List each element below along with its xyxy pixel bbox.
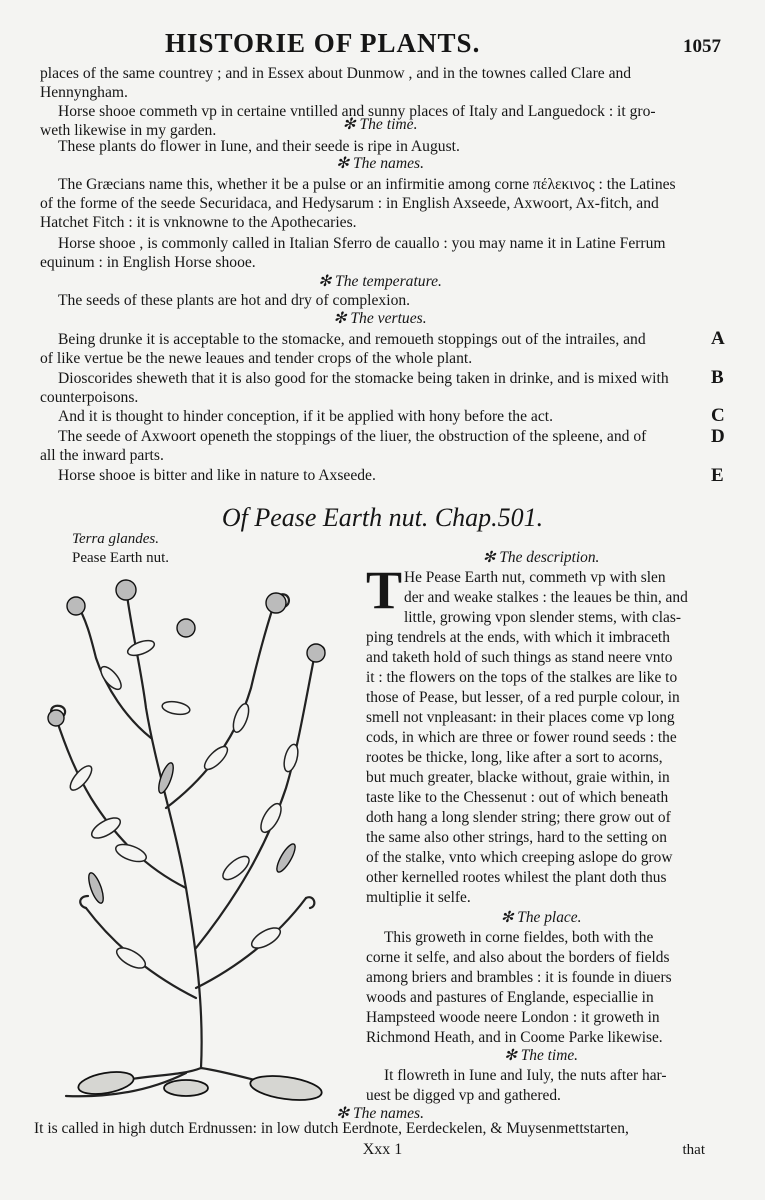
text-line: counterpoisons. [40, 389, 139, 406]
section-head-temperature: ✻ The temperature. [318, 273, 442, 290]
text-line: places of the same countrey ; and in Essex about Dunmow , and in the townes called Clare and [40, 65, 632, 82]
text-line: Being drunke it is acceptable to the stomacke, and remoueth stoppings out of the intrailes, and [58, 331, 646, 348]
catchword: that [682, 1142, 705, 1158]
description-line: little, growing vpon slender stems, with clas- [404, 609, 681, 626]
margin-letter: D [711, 426, 725, 447]
description-line: doth hang a long slender string; there grow out of [366, 809, 671, 826]
text-line: Horse shooe , is commonly called in Italian Sferro de cauallo : you may name it in Latine Ferrum [58, 235, 666, 252]
text-line: Hatchet Fitch : it is vnknowne to the Apothecaries. [40, 214, 357, 231]
description-line: other kernelled rootes whilest the plant doth thus [366, 869, 667, 886]
description-line: der and weake stalkes : the leaues be thin, and [404, 589, 688, 606]
text-line: The Græcians name this, whether it be a pulse or an infirmitie among corne πέλεκινος : the Latines [58, 176, 676, 193]
text-line: These plants do flower in Iune, and their seede is ripe in August. [58, 138, 460, 155]
chapter-title: Of Pease Earth nut. Chap.501. [221, 503, 544, 532]
margin-letter: A [711, 328, 725, 349]
plant-caption-english: Pease Earth nut. [72, 550, 170, 566]
description-line: and taketh hold of such things as stand neere vnto [366, 649, 673, 666]
section-head-time: ✻ The time. [342, 116, 418, 133]
drop-cap: T [366, 560, 403, 620]
text-line: Horse shooe is bitter and like in nature to Axseede. [58, 467, 376, 484]
section-head-time-2: ✻ The time. [503, 1047, 579, 1064]
text-line: all the inward parts. [40, 447, 164, 464]
text-line: It is called in high dutch Erdnussen: in low dutch Eerdnote, Eerdeckelen, & Muysenmettstarten, [34, 1120, 629, 1137]
place-line: among briers and brambles : it is founde in diuers [366, 969, 672, 986]
description-line: the same also other strings, hard to the setting on [366, 829, 667, 846]
section-head-vertues: ✻ The vertues. [333, 310, 427, 327]
margin-letter: E [711, 465, 724, 486]
description-line: those of Pease, but lesser, of a red purple colour, in [366, 689, 680, 706]
description-line: of the stalke, vnto which creeping aslope do grow [366, 849, 673, 866]
description-line: but much greater, blacke without, graie within, in [366, 769, 670, 786]
place-line: Richmond Heath, and in Coome Parke likewise. [366, 1029, 663, 1046]
text-line: Hennyngham. [40, 84, 128, 101]
margin-letter: B [711, 367, 724, 388]
description-line: smell not vnpleasant: in their places come vp long [366, 709, 675, 726]
running-title: HISTORIE OF PLANTS. [165, 28, 481, 58]
description-line: cods, in which are three or fower round seeds : the [366, 729, 677, 746]
place-line: Hampsteed woode neere London : it groweth in [366, 1009, 660, 1026]
signature-mark: Xxx 1 [362, 1141, 403, 1158]
description-line: taste like to the Chessenut : out of which beneath [366, 789, 669, 806]
description-line: He Pease Earth nut, commeth vp with slen [404, 569, 666, 586]
description-line: ping tendrels at the ends, with which it imbraceth [366, 629, 670, 646]
description-line: multiplie it selfe. [366, 889, 471, 906]
text-line: weth likewise in my garden. [40, 122, 217, 139]
text-line: The seede of Axwoort openeth the stoppings of the liuer, the obstruction of the spleene, and of [58, 428, 647, 445]
description-line: rootes be thicke, long, like after a sort to acorns, [366, 749, 663, 766]
plant-woodcut-illustration [36, 568, 346, 1103]
section-head-place: ✻ The place. [500, 909, 582, 926]
text-line: equinum : in English Horse shooe. [40, 254, 256, 271]
text-line: Dioscorides sheweth that it is also good for the stomacke being taken in drinke, and is mixed with [58, 370, 669, 387]
section-head-description: ✻ The description. [482, 549, 600, 566]
text-line: of the forme of the seede Securidaca, and Hedysarum : in English Axseede, Axwoort, Ax-fitch, and [40, 195, 659, 212]
section-head-names-2: ✻ The names. [336, 1105, 424, 1122]
text-line: of like vertue be the newe leaues and tender crops of the whole plant. [40, 350, 473, 367]
text-line: And it is thought to hinder conception, if it be applied with hony before the act. [58, 408, 553, 425]
time-line: It flowreth in Iune and Iuly, the nuts after har- [384, 1067, 667, 1084]
place-line: woods and pastures of Englande, especiallie in [366, 989, 654, 1006]
time-line: uest be digged vp and gathered. [366, 1087, 561, 1104]
running-header [0, 26, 765, 58]
text-line: Horse shooe commeth vp in certaine vntilled and sunny places of Italy and Languedock : it gro- [58, 103, 656, 120]
section-head-names: ✻ The names. [336, 155, 424, 172]
place-line: corne it selfe, and also about the borders of fields [366, 949, 670, 966]
margin-letter: C [711, 405, 725, 426]
page-number: 1057 [683, 36, 721, 57]
plant-caption-latin: Terra glandes. [72, 531, 159, 547]
text-line: The seeds of these plants are hot and dry of complexion. [58, 292, 411, 309]
place-line: This groweth in corne fieldes, both with the [384, 929, 654, 946]
description-line: it : the flowers on the tops of the stalkes are like to [366, 669, 678, 686]
